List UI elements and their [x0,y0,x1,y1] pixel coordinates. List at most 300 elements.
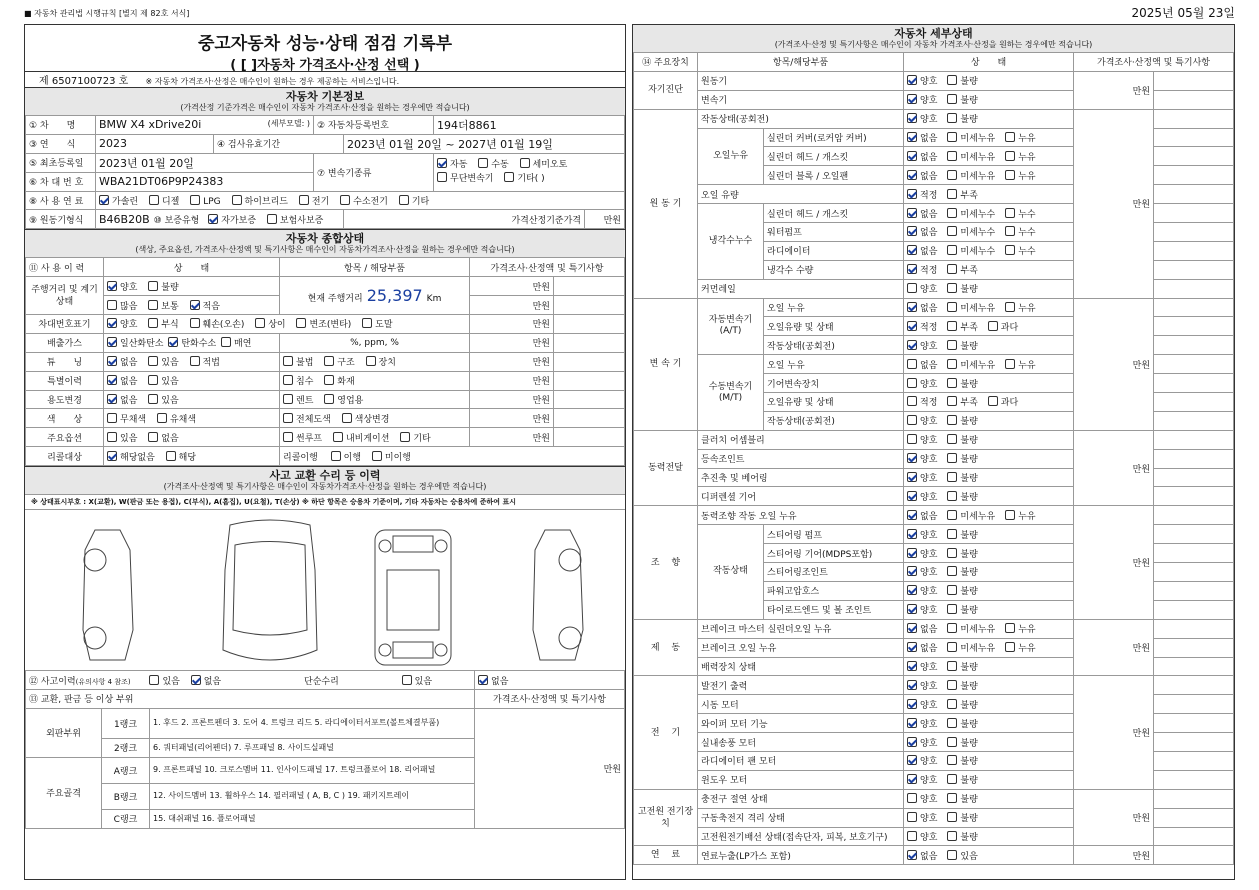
status-options[interactable] [904,827,1074,846]
vin-mark-price[interactable]: 만원 [470,315,554,334]
remark-cell[interactable] [1154,487,1234,506]
status-checkbox[interactable] [947,378,957,388]
status-options[interactable] [904,185,1074,204]
status-checkbox[interactable] [907,378,917,388]
status-options[interactable] [904,846,1074,865]
checkbox-achromatic[interactable] [107,413,117,423]
status-option[interactable] [947,773,977,786]
status-options[interactable] [904,695,1074,714]
options-price[interactable]: 만원 [470,428,554,447]
status-checkbox[interactable] [1005,132,1015,142]
status-checkbox[interactable] [907,737,917,747]
status-checkbox[interactable] [1005,302,1015,312]
color-details[interactable]: 전체도색 색상변경 [280,409,470,428]
status-checkbox[interactable] [907,415,917,425]
status-options[interactable] [904,581,1074,600]
status-checkbox[interactable] [947,661,957,671]
status-checkbox[interactable] [907,661,917,671]
checkbox-diesel[interactable] [149,195,159,205]
status-option[interactable] [947,207,995,220]
engine-warranty[interactable]: B46B20B ⑩ 보증유형 자가보증 보험사보증 [96,210,344,229]
status-options[interactable] [904,430,1074,449]
status-options[interactable] [904,638,1074,657]
status-checkbox[interactable] [947,850,957,860]
status-checkbox[interactable] [907,472,917,482]
status-checkbox[interactable] [947,189,957,199]
status-option[interactable] [907,641,937,654]
remark-cell[interactable] [1154,260,1234,279]
status-checkbox[interactable] [947,94,957,104]
checkbox-tuning-legal[interactable] [190,356,200,366]
remark-cell[interactable] [1154,827,1234,846]
status-option[interactable] [907,528,937,541]
status-option[interactable] [907,565,937,578]
transmission-options[interactable]: 자동 수동 세미오토 무단변속기 기타( ) [434,153,625,191]
status-options[interactable] [904,109,1074,128]
status-option[interactable] [907,263,937,276]
status-options[interactable] [904,90,1074,109]
checkbox-rent[interactable] [283,394,293,404]
status-option[interactable] [907,849,937,862]
inspection-period-field[interactable]: 2023년 01월 20일 ~ 2027년 01월 19일 [344,134,625,153]
status-checkbox[interactable] [947,737,957,747]
status-option[interactable] [907,225,937,238]
checkbox-special-yes[interactable] [148,375,158,385]
status-checkbox[interactable] [907,566,917,576]
checkbox-simple-no[interactable] [478,675,488,685]
checkbox-chromatic[interactable] [157,413,167,423]
status-option[interactable] [907,207,937,220]
remark-cell[interactable] [1154,581,1234,600]
status-option[interactable] [907,339,937,352]
checkbox-options-no[interactable] [148,432,158,442]
status-options[interactable] [904,128,1074,147]
status-option[interactable] [947,263,977,276]
status-option[interactable] [907,150,937,163]
option-presence[interactable]: 있음 없음 [104,428,280,447]
checkbox-options-yes[interactable] [107,432,117,442]
color-options[interactable]: 무채색 유채색 [104,409,280,428]
status-option[interactable] [907,679,937,692]
status-options[interactable] [904,223,1074,242]
remark-cell[interactable] [1154,223,1234,242]
remark-cell[interactable] [1154,109,1234,128]
car-diagram[interactable] [25,510,625,670]
status-option[interactable] [907,188,937,201]
status-option[interactable] [947,509,995,522]
status-option[interactable] [1005,225,1035,238]
status-options[interactable] [904,147,1074,166]
checkbox-vinmark-corrosion[interactable] [148,318,158,328]
checkbox-cvt[interactable] [437,172,447,182]
status-option[interactable] [947,754,977,767]
status-checkbox[interactable] [907,850,917,860]
status-checkbox[interactable] [988,321,998,331]
status-checkbox[interactable] [907,170,917,180]
status-checkbox[interactable] [947,680,957,690]
status-option[interactable] [907,736,937,749]
status-option[interactable] [907,320,937,333]
remark-cell[interactable] [1154,430,1234,449]
mileage-gauge-options[interactable]: 양호 불량 [104,277,280,296]
status-option[interactable] [907,471,937,484]
status-options[interactable] [904,336,1074,355]
remark-cell[interactable] [1154,393,1234,412]
rank1-items[interactable]: 1. 후드 2. 프론트펜더 3. 도어 4. 트렁크 리드 5. 라디에이터서포트(볼트체결부품) [150,708,475,738]
checkbox-manual[interactable] [478,158,488,168]
status-checkbox[interactable] [947,510,957,520]
remark-cell[interactable] [1154,128,1234,147]
status-option[interactable] [947,93,977,106]
remark-cell[interactable] [1154,317,1234,336]
checkbox-accident-yes[interactable] [149,675,159,685]
checkbox-navigation[interactable] [333,432,343,442]
status-option[interactable] [947,452,977,465]
simple-repair-no[interactable]: 없음 [475,671,625,690]
status-option[interactable] [1005,509,1035,522]
status-checkbox[interactable] [988,396,998,406]
status-checkbox[interactable] [907,623,917,633]
status-checkbox[interactable] [947,396,957,406]
checkbox-tuning-structure[interactable] [324,356,334,366]
status-option[interactable] [1005,150,1035,163]
status-checkbox[interactable] [907,189,917,199]
checkbox-electric[interactable] [299,195,309,205]
status-option[interactable] [907,622,937,635]
status-options[interactable] [904,279,1074,298]
status-option[interactable] [907,490,937,503]
special-price[interactable]: 만원 [470,371,554,390]
remark-cell[interactable] [1154,449,1234,468]
status-options[interactable] [904,525,1074,544]
usage-price[interactable]: 만원 [470,390,554,409]
status-checkbox[interactable] [947,434,957,444]
checkbox-tuning-illegal[interactable] [283,356,293,366]
status-checkbox[interactable] [907,510,917,520]
status-checkbox[interactable] [1005,245,1015,255]
status-options[interactable] [904,676,1074,695]
status-option[interactable] [947,679,977,692]
fuel-options[interactable]: 가솔린 디젤 LPG 하이브리드 전기 수소전기 기타 [96,191,625,210]
status-options[interactable] [904,544,1074,563]
color-price[interactable]: 만원 [470,409,554,428]
status-checkbox[interactable] [907,359,917,369]
status-options[interactable] [904,411,1074,430]
status-options[interactable] [904,317,1074,336]
status-checkbox[interactable] [947,699,957,709]
group-price[interactable]: 만원 [1074,789,1154,846]
status-checkbox[interactable] [907,699,917,709]
status-options[interactable] [904,260,1074,279]
status-checkbox[interactable] [947,264,957,274]
status-option[interactable] [947,528,977,541]
status-checkbox[interactable] [947,226,957,236]
status-option[interactable] [947,377,977,390]
status-checkbox[interactable] [947,755,957,765]
group-price[interactable]: 만원 [1074,109,1154,298]
checkbox-mileage-normal[interactable] [148,300,158,310]
checkbox-special-none[interactable] [107,375,117,385]
status-option[interactable] [907,358,937,371]
status-option[interactable] [907,244,937,257]
status-checkbox[interactable] [947,132,957,142]
group-price[interactable]: 만원 [1074,298,1154,430]
status-checkbox[interactable] [947,566,957,576]
remark-cell[interactable] [1154,90,1234,109]
checkbox-recall-notdone[interactable] [372,451,382,461]
status-option[interactable] [947,339,977,352]
status-checkbox[interactable] [947,623,957,633]
group-price[interactable]: 만원 [1074,71,1154,109]
status-checkbox[interactable] [947,415,957,425]
status-checkbox[interactable] [907,680,917,690]
status-option[interactable] [907,509,937,522]
checkbox-usage-yes[interactable] [148,394,158,404]
status-option[interactable] [1005,244,1035,257]
status-option[interactable] [947,471,977,484]
status-checkbox[interactable] [1005,151,1015,161]
checkbox-tuning-yes[interactable] [148,356,158,366]
status-checkbox[interactable] [907,245,917,255]
status-checkbox[interactable] [907,548,917,558]
status-option[interactable] [947,698,977,711]
checkbox-vinmark-diff[interactable] [255,318,265,328]
status-option[interactable] [947,811,977,824]
status-checkbox[interactable] [907,718,917,728]
status-checkbox[interactable] [947,113,957,123]
remark-cell[interactable] [1154,166,1234,185]
status-option[interactable] [1005,207,1035,220]
status-options[interactable] [904,298,1074,317]
checkbox-tuning-none[interactable] [107,356,117,366]
status-option[interactable] [907,717,937,730]
checkbox-tuning-device[interactable] [366,356,376,366]
status-option[interactable] [947,433,977,446]
status-option[interactable] [947,849,977,862]
status-checkbox[interactable] [947,812,957,822]
status-option[interactable] [907,698,937,711]
status-option[interactable] [947,112,977,125]
status-option[interactable] [947,188,977,201]
group-price[interactable]: 만원 [1074,676,1154,789]
status-checkbox[interactable] [907,226,917,236]
status-option[interactable] [947,660,977,673]
checkbox-auto[interactable] [437,158,447,168]
status-options[interactable] [904,600,1074,619]
remark-cell[interactable] [1154,374,1234,393]
status-option[interactable] [947,169,995,182]
status-option[interactable] [947,320,977,333]
status-options[interactable] [904,166,1074,185]
status-checkbox[interactable] [947,491,957,501]
recall-fix[interactable]: 리콜이행 이행 미이행 [280,447,625,466]
remark-cell[interactable] [1154,204,1234,223]
status-option[interactable] [907,603,937,616]
status-option[interactable] [907,414,937,427]
status-option[interactable] [907,811,937,824]
checkbox-recall-none[interactable] [107,451,117,461]
status-checkbox[interactable] [1005,510,1015,520]
status-checkbox[interactable] [907,302,917,312]
checkbox-mileage-low[interactable] [190,300,200,310]
remark-cell[interactable] [1154,695,1234,714]
rankC-items[interactable]: 15. 대쉬패널 16. 플로어패널 [150,809,475,828]
status-checkbox[interactable] [907,755,917,765]
status-checkbox[interactable] [1005,170,1015,180]
checkbox-gauge-bad[interactable] [148,281,158,291]
status-option[interactable] [907,452,937,465]
status-option[interactable] [947,547,977,560]
price-base-unit[interactable]: 만원 [585,210,625,229]
status-option[interactable] [947,584,977,597]
status-option[interactable] [1005,641,1035,654]
status-option[interactable] [947,150,995,163]
status-options[interactable] [904,487,1074,506]
status-checkbox[interactable] [947,774,957,784]
checkbox-vinmark-altered[interactable] [296,318,306,328]
checkbox-flood[interactable] [283,375,293,385]
status-options[interactable] [904,789,1074,808]
status-option[interactable] [947,830,977,843]
tuning-price[interactable]: 만원 [470,352,554,371]
rankA-items[interactable]: 9. 프론트패널 10. 크로스멤버 11. 인사이드패널 17. 트렁크플로어 18. 리어패널 [150,757,475,783]
remark-cell[interactable] [1154,733,1234,752]
status-option[interactable] [947,490,977,503]
status-checkbox[interactable] [947,151,957,161]
remark-cell[interactable] [1154,751,1234,770]
checkbox-recall-done[interactable] [331,451,341,461]
mileage-price-1[interactable]: 만원 [470,277,554,296]
checkbox-options-other[interactable] [400,432,410,442]
remark-cell[interactable] [1154,600,1234,619]
status-option[interactable] [947,74,977,87]
status-option[interactable] [947,225,995,238]
checkbox-fuel-other[interactable] [399,195,409,205]
status-checkbox[interactable] [947,604,957,614]
remark-cell[interactable] [1154,355,1234,374]
status-options[interactable] [904,733,1074,752]
status-checkbox[interactable] [947,718,957,728]
special-options[interactable]: 없음 있음 [104,371,280,390]
status-checkbox[interactable] [947,302,957,312]
status-checkbox[interactable] [947,75,957,85]
status-checkbox[interactable] [1005,642,1015,652]
status-checkbox[interactable] [947,208,957,218]
checkbox-vinmark-painted[interactable] [362,318,372,328]
checkbox-self-warranty[interactable] [208,214,218,224]
car-name-field[interactable]: BMW X4 xDrive20i (세부모델: ) [96,116,314,135]
status-checkbox[interactable] [947,340,957,350]
status-checkbox[interactable] [907,812,917,822]
status-options[interactable] [904,449,1074,468]
status-checkbox[interactable] [907,604,917,614]
status-checkbox[interactable] [947,585,957,595]
status-options[interactable] [904,393,1074,412]
remark-cell[interactable] [1154,657,1234,676]
status-checkbox[interactable] [947,472,957,482]
checkbox-commercial[interactable] [324,394,334,404]
checkbox-co[interactable] [107,337,117,347]
status-option[interactable] [947,358,995,371]
group-price[interactable]: 만원 [1074,506,1154,619]
status-checkbox[interactable] [907,132,917,142]
first-reg-field[interactable]: 2023년 01월 20일 [96,153,314,172]
checkbox-full-paint[interactable] [283,413,293,423]
status-options[interactable] [904,751,1074,770]
status-checkbox[interactable] [907,793,917,803]
status-option[interactable] [907,792,937,805]
status-checkbox[interactable] [907,75,917,85]
remark-cell[interactable] [1154,789,1234,808]
status-option[interactable] [947,395,977,408]
status-checkbox[interactable] [907,585,917,595]
status-option[interactable] [907,74,937,87]
status-checkbox[interactable] [947,359,957,369]
remark-cell[interactable] [1154,506,1234,525]
status-options[interactable] [904,563,1074,582]
remark-cell[interactable] [1154,638,1234,657]
rank2-items[interactable]: 6. 쿼터패널(리어펜더) 7. 루프패널 8. 사이드실패널 [150,738,475,757]
status-option[interactable] [947,603,977,616]
checkbox-vinmark-damage[interactable] [190,318,200,328]
status-options[interactable] [904,808,1074,827]
status-checkbox[interactable] [1005,359,1015,369]
status-options[interactable] [904,619,1074,638]
checkbox-gasoline[interactable] [99,195,109,205]
usage-options[interactable]: 없음 있음 [104,390,280,409]
status-option[interactable] [907,377,937,390]
option-details[interactable]: 썬루프 내비게이션 기타 [280,428,470,447]
status-options[interactable] [904,506,1074,525]
status-options[interactable] [904,468,1074,487]
status-options[interactable] [904,374,1074,393]
checkbox-color-change[interactable] [342,413,352,423]
status-checkbox[interactable] [947,453,957,463]
reg-number-field[interactable]: 194더8861 [434,116,625,135]
emission-values[interactable]: %, ppm, % [280,333,470,352]
remark-cell[interactable] [1154,468,1234,487]
status-options[interactable] [904,71,1074,90]
remark-cell[interactable] [1154,770,1234,789]
checkbox-fire[interactable] [324,375,334,385]
status-checkbox[interactable] [947,321,957,331]
status-options[interactable] [904,204,1074,223]
checkbox-mileage-high[interactable] [107,300,117,310]
checkbox-vinmark-good[interactable] [107,318,117,328]
checkbox-usage-none[interactable] [107,394,117,404]
checkbox-hydrogen[interactable] [340,195,350,205]
remark-cell[interactable] [1154,336,1234,355]
status-checkbox[interactable] [1005,226,1015,236]
group-price[interactable]: 만원 [1074,430,1154,506]
status-checkbox[interactable] [947,793,957,803]
status-checkbox[interactable] [907,529,917,539]
mileage-level-options[interactable]: 많음 보통 적음 [104,296,280,315]
status-checkbox[interactable] [907,340,917,350]
status-checkbox[interactable] [947,642,957,652]
checkbox-smoke[interactable] [221,337,231,347]
status-checkbox[interactable] [907,453,917,463]
status-options[interactable] [904,714,1074,733]
tuning-options[interactable]: 없음 있음 적법 [104,352,280,371]
status-option[interactable] [947,792,977,805]
checkbox-semiauto[interactable] [520,158,530,168]
status-option[interactable] [907,112,937,125]
status-checkbox[interactable] [907,831,917,841]
status-checkbox[interactable] [907,491,917,501]
emission-price[interactable]: 만원 [470,333,554,352]
status-option[interactable] [1005,622,1035,635]
